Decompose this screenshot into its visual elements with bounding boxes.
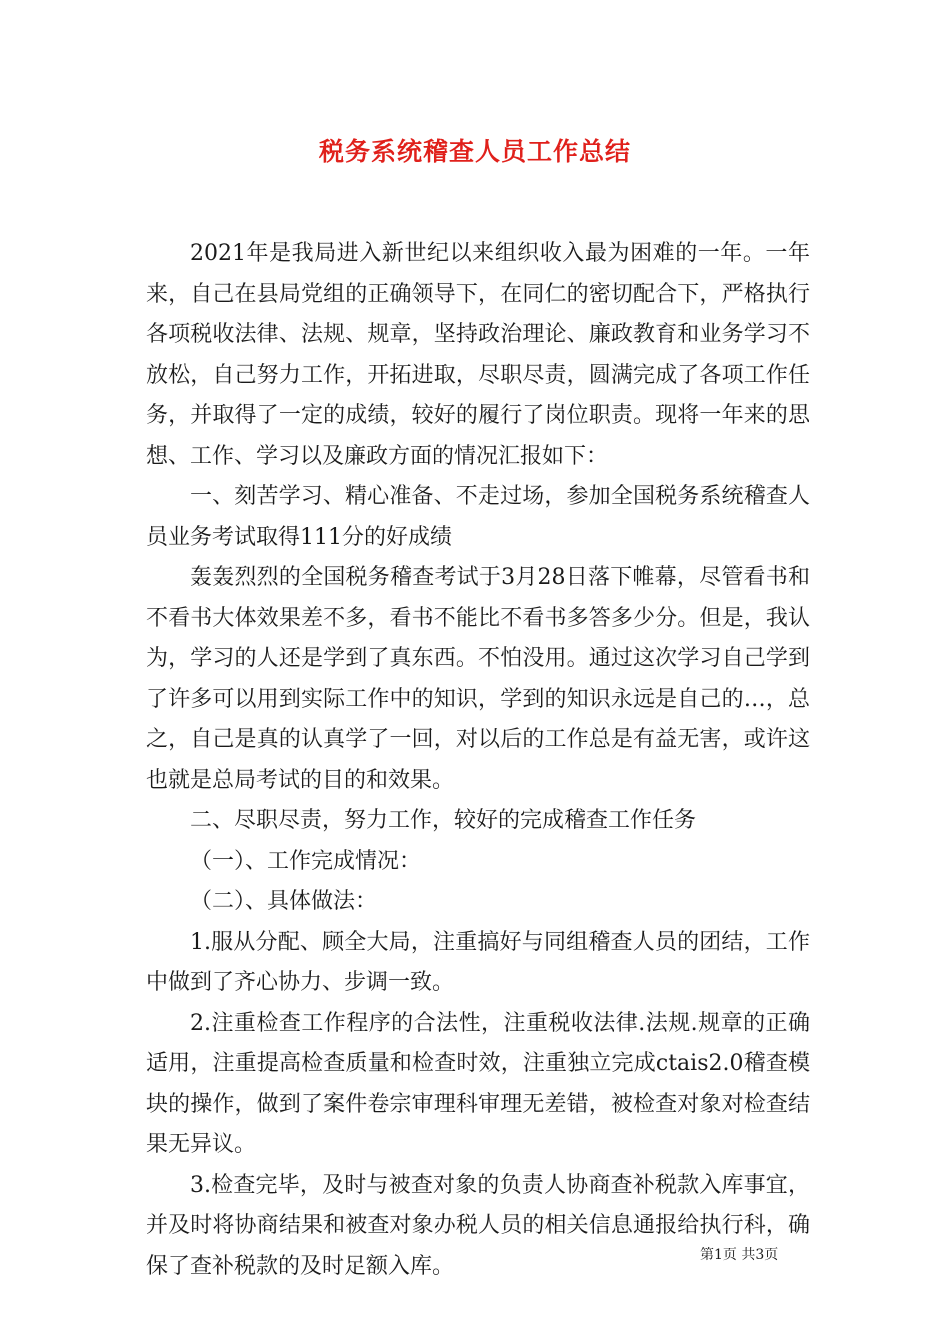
subheading-1: （一）、工作完成情况： (190, 848, 422, 874)
list-item-2: 2.注重检查工作程序的合法性，注重税收法律.法规.规章的正确适用，注重提高检查质量和检查时效，注重独立完成ctais2.0稽查模块的操作，做到了案件卷宗审理科审理无差错，被检查对象对检查结果无异议。 (146, 1010, 810, 1157)
paragraph-exam: 轰轰烈烈的全国税务稽查考试于3月28日落下帷幕，尽管看书和不看书大体效果差不多，看书不能比不看书多答多少分。但是，我认为，学习的人还是学到了真东西。不怕没用。通过这次学习自己学到了许多可以用到实际工作中的知识，学到的知识永远是自己的…，总之，自己是真的认真学了一回，对以后的工作总是有益无害，或许这也就是总局考试的目的和效果。 (146, 565, 810, 793)
list-item-3: 3.检查完毕，及时与被查对象的负责人协商查补税款入库事宜，并及时将协商结果和被查对象办税人员的相关信息通报给执行科，确保了查补税款的及时足额入库。 (146, 1172, 810, 1279)
paragraph-intro: 2021年是我局进入新世纪以来组织收入最为困难的一年。一年来，自己在县局党组的正确领导下，在同仁的密切配合下，严格执行各项税收法律、法规、规章，坚持政治理论、廉政教育和业务学习不放松，自己努力工作，开拓进取，尽职尽责，圆满完成了各项工作任务，并取得了一定的成绩，较好的履行了岗位职责。现将一年来的思想、工作、学习以及廉政方面的情况汇报如下： (146, 241, 810, 469)
section-heading-2: 二、尽职尽责，努力工作，较好的完成稽查工作任务 (190, 808, 697, 833)
subheading-2: （二）、具体做法： (190, 889, 378, 914)
document-body (146, 234, 810, 1287)
page-number: 第1页 共3页 (700, 1247, 779, 1263)
section-heading-1: 一、刻苦学习、精心准备、不走过场，参加全国税务系统稽查人员业务考试取得111分的好成绩 (146, 484, 810, 550)
document-title: 税务系统稽查人员工作总结 (318, 137, 631, 166)
list-item-1: 1.服从分配、顾全大局，注重搞好与同组稽查人员的团结，工作中做到了齐心协力、步调一致。 (146, 929, 810, 995)
